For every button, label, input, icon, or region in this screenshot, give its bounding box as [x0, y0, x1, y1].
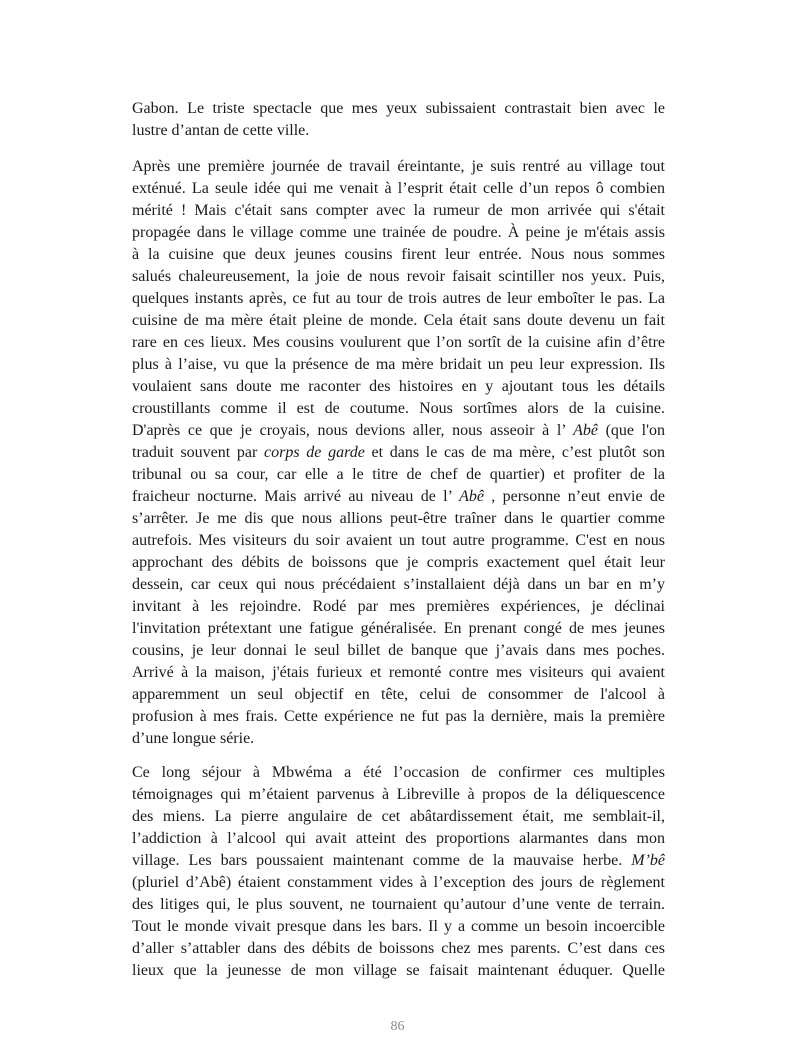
text-line: autrefois. Mes visiteurs du soir avaient un tout autre programme. C'est en nous: [132, 532, 665, 549]
text-line: d’aller s’attabler dans des débits de boissons chez mes parents. C’est dans ces: [132, 940, 665, 957]
text-line: tribunal ou sa cour, car elle a le titre de chef de quartier) et profiter de la: [132, 466, 665, 483]
text-line: d’une longue série.: [132, 730, 255, 747]
text-line: salués chaleureusement, la joie de nous revoir faisait scintiller nos yeux. Puis,: [132, 268, 665, 285]
text-line: plus à l’aise, vu que la présence de ma mère bridait un peu leur expression. Ils: [132, 356, 665, 373]
text-line: D'après ce que je croyais, nous devions aller, nous asseoir à l’ Abê (que l'on: [132, 422, 665, 439]
text-line: lustre d’antan de cette ville.: [132, 122, 310, 139]
text-line: rare en ces lieux. Mes cousins voulurent que l’on sortît de la cuisine afin d’être: [132, 334, 665, 351]
text-line: s’arrêter. Je me dis que nous allions peut-être traîner dans le quartier comme: [132, 510, 665, 527]
paragraph-3: [132, 762, 665, 982]
text-line: propagée dans le village comme une trainée de poudre. À peine je m'étais assis: [132, 224, 665, 241]
italic-term: Abê: [459, 488, 484, 505]
text-line: voulaient sans doute me raconter des histoires en y ajoutant tous les détails: [132, 378, 665, 395]
text-line: village. Les bars poussaient maintenant comme de la mauvaise herbe. M’bê: [132, 852, 665, 869]
text-line: Arrivé à la maison, j'étais furieux et remonté contre mes visiteurs qui avaient: [132, 664, 665, 681]
italic-term: M’bê: [631, 852, 665, 869]
text-line: invitant à les rejoindre. Rodé par mes premières expériences, je déclinai: [132, 598, 665, 615]
text-line: apparemment un seul objectif en tête, celui de consommer de l'alcool à: [132, 686, 665, 703]
text-line: des litiges qui, le plus souvent, ne tournaient qu’autour d’une vente de terrain.: [132, 896, 665, 913]
text-line: Ce long séjour à Mbwéma a été l’occasion de confirmer ces multiples: [132, 764, 665, 781]
text-line: des miens. La pierre angulaire de cet abâtardissement était, me semblait-il,: [132, 808, 665, 825]
text-line: l'invitation prétextant une fatigue généralisée. En prenant congé de mes jeunes: [132, 620, 665, 637]
text-line: fraicheur nocturne. Mais arrivé au niveau de l’ Abê , personne n’eut envie de: [132, 488, 665, 505]
italic-term: corps de garde: [264, 444, 365, 461]
text-line: cousins, je leur donnai le seul billet de banque que j’avais dans mes poches.: [132, 642, 665, 659]
text-line: Gabon. Le triste spectacle que mes yeux subissaient contrastait bien avec le: [132, 100, 665, 117]
text-line: lieux que la jeunesse de mon village se faisait maintenant éduquer. Quelle: [132, 962, 665, 979]
text-line: témoignages qui m’étaient parvenus à Libreville à propos de la déliquescence: [132, 786, 665, 803]
text-line: exténué. La seule idée qui me venait à l’esprit était celle d’un repos ô combien: [132, 180, 665, 197]
text-line: mérité ! Mais c'était sans compter avec la rumeur de mon arrivée qui s'était: [132, 202, 665, 219]
paragraph-1: [132, 98, 665, 142]
text-line: Tout le monde vivait presque dans les bars. Il y a comme un besoin incoercible: [132, 918, 665, 935]
text-line: approchant des débits de boissons que je compris exactement quel était leur: [132, 554, 665, 571]
page-number: 86: [390, 1019, 405, 1034]
text-line: traduit souvent par corps de garde et dans le cas de ma mère, c’est plutôt son: [132, 444, 665, 461]
paragraph-2: [132, 156, 665, 750]
text-line: dessein, car ceux qui nous précédaient s’installaient déjà dans un bar en m’y: [132, 576, 665, 593]
page-body: [132, 98, 665, 982]
italic-term: Abê: [573, 422, 598, 439]
text-line: quelques instants après, ce fut au tour de trois autres de leur emboîter le pas. La: [132, 290, 665, 307]
text-line: profusion à mes frais. Cette expérience ne fut pas la dernière, mais la première: [132, 708, 665, 725]
text-line: croustillants comme il est de coutume. Nous sortîmes alors de la cuisine.: [132, 400, 665, 417]
text-line: Après une première journée de travail éreintante, je suis rentré au village tout: [132, 158, 665, 175]
text-line: (pluriel d’Abê) étaient constamment vides à l’exception des jours de règlement: [132, 874, 665, 891]
text-line: l’addiction à l’alcool qui avait atteint des proportions alarmantes dans mon: [132, 830, 665, 847]
text-line: à la cuisine que deux jeunes cousins firent leur entrée. Nous nous sommes: [132, 246, 665, 263]
text-line: cuisine de ma mère était pleine de monde. Cela était sans doute devenu un fait: [132, 312, 665, 329]
